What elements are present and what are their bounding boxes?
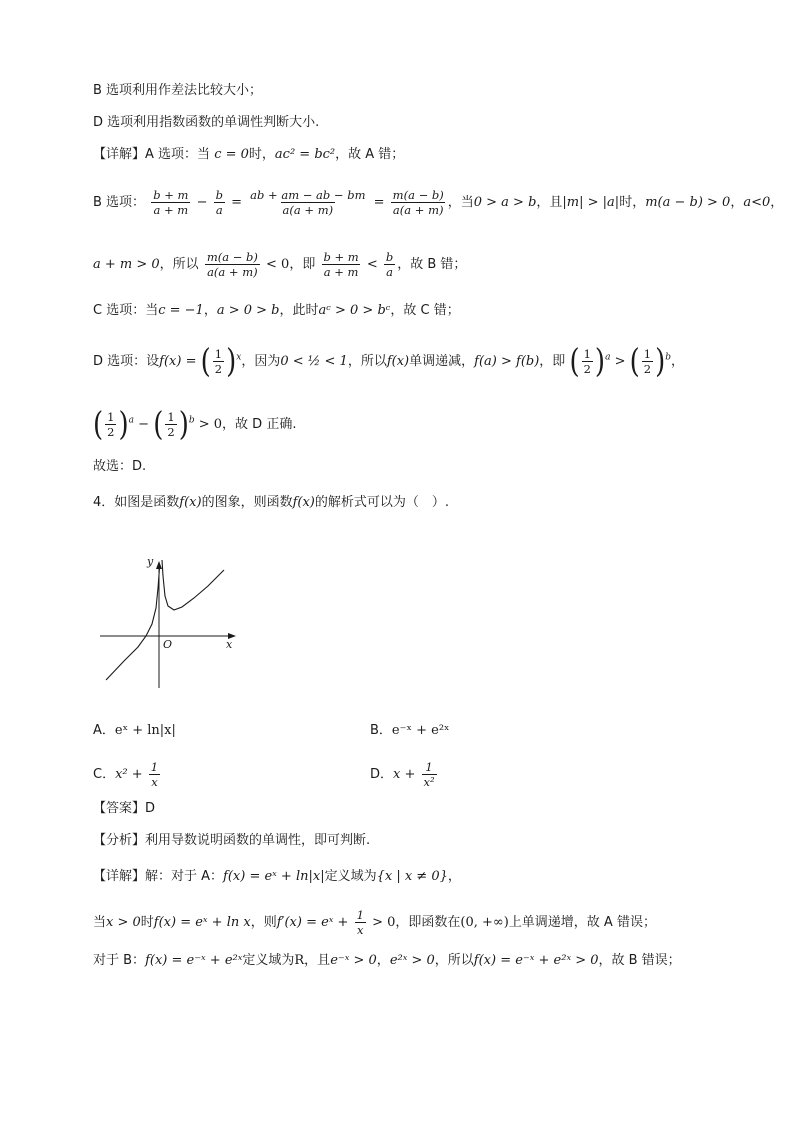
paren: ( — [569, 342, 580, 381]
text: ，所以 — [347, 354, 387, 369]
text: ，故 B 错； — [397, 257, 467, 272]
text: C 选项：当 — [93, 303, 159, 318]
numerator: b + m — [153, 188, 189, 202]
text-line — [93, 908, 656, 937]
denominator: a(a + m) — [282, 203, 334, 217]
text: 当 — [93, 915, 107, 930]
numerator: 1 — [167, 410, 175, 424]
paren: ( — [93, 405, 104, 444]
text: 单调递减， — [409, 354, 475, 369]
text: 对于 B： — [93, 953, 146, 968]
function-curve — [106, 560, 224, 680]
numerator: b + m — [323, 250, 359, 264]
text: B 选项： — [93, 195, 146, 210]
text: ， — [203, 303, 217, 318]
option-d — [370, 760, 439, 789]
text: ， — [447, 869, 461, 884]
detail-tag: 【详解】 — [93, 869, 146, 884]
text: 上单调递增，故 A 错误； — [508, 915, 656, 930]
text-line — [93, 342, 685, 381]
denominator: a — [386, 265, 393, 279]
text: 的解析式可以为（ ）. — [314, 495, 450, 510]
y-axis-label: y — [147, 555, 154, 568]
fraction — [151, 188, 190, 217]
text: 时 — [140, 915, 154, 930]
detail-tag: 【详解】 — [93, 147, 146, 162]
numerator: 1 — [643, 347, 652, 361]
exponent: a — [128, 415, 135, 426]
text: D 选项：设 — [93, 354, 160, 369]
math: f(x) — [292, 495, 315, 510]
fraction — [391, 188, 446, 217]
paren: ( — [200, 342, 211, 381]
math: x > 0 — [106, 915, 141, 930]
y-axis-arrow-icon — [156, 561, 162, 569]
math: a > 0 > b — [216, 303, 280, 318]
text: ，即 — [539, 354, 566, 369]
math: m(a − b) > 0 — [645, 195, 731, 210]
x-axis-label: x — [226, 638, 233, 651]
paren: ) — [226, 342, 237, 381]
text: 定义域为 — [242, 953, 295, 968]
text: ，故 A 错； — [335, 147, 405, 162]
math: c = 0 — [214, 147, 249, 162]
math: f(x) = eˣ + ln|x| — [223, 869, 325, 884]
paren: ) — [178, 405, 189, 444]
option-label: A． — [93, 723, 115, 738]
denominator: a + m — [153, 203, 189, 217]
text: ， — [730, 195, 744, 210]
fraction — [248, 188, 367, 217]
numerator: 1 — [107, 410, 115, 424]
math: f(x) = e⁻ˣ + e²ˣ — [145, 953, 243, 968]
denominator: x — [151, 775, 158, 789]
math: − — [196, 195, 208, 210]
math: = — [373, 195, 385, 210]
math: (0, +∞) — [460, 915, 509, 930]
numerator: m(a − b) — [392, 188, 444, 202]
text: A 选项：当 — [145, 147, 211, 162]
fraction — [105, 410, 116, 439]
fraction — [205, 250, 260, 279]
fraction — [165, 410, 176, 439]
text: ，所以 — [434, 953, 474, 968]
denominator: 2 — [214, 362, 223, 376]
answer: 【答案】D — [93, 801, 156, 816]
text-line — [93, 405, 297, 444]
text: ，且 — [304, 953, 331, 968]
fraction — [582, 347, 593, 376]
numerator: 1 — [214, 347, 223, 361]
option-expr: eˣ + ln|x| — [114, 723, 176, 738]
text: 定义域为 — [324, 869, 377, 884]
exponent: x — [236, 352, 242, 363]
text: 解：对于 A： — [145, 869, 224, 884]
option-b — [370, 722, 450, 740]
denominator: a(a + m) — [207, 265, 258, 279]
paren: ( — [153, 405, 164, 444]
math: {x | x ≠ 0} — [376, 869, 448, 884]
text: ，因为 — [241, 354, 281, 369]
text-line — [93, 302, 460, 320]
text: ，故 D 正确. — [222, 417, 297, 432]
numerator: b — [385, 250, 394, 264]
math: c = −1 — [158, 303, 204, 318]
math: aᶜ > 0 > bᶜ — [318, 303, 391, 318]
math: e²ˣ > 0 — [389, 953, 435, 968]
text-line: D 选项利用指数函数的单调性判断大小. — [93, 115, 320, 130]
question-4 — [93, 494, 449, 512]
paren: ) — [118, 405, 129, 444]
paren: ) — [594, 342, 606, 381]
numerator: 1 — [356, 908, 364, 922]
text: ，此时 — [279, 303, 319, 318]
paren: ) — [655, 342, 666, 381]
numerator: 1 — [583, 347, 591, 361]
text: 时， — [619, 195, 646, 210]
text: ，当 — [447, 195, 474, 210]
option-c — [93, 760, 162, 789]
denominator: a + m — [323, 265, 359, 279]
numerator: ab + am − ab − bm — [250, 188, 366, 202]
math: − — [138, 417, 150, 432]
text-line: 故选：D. — [93, 459, 147, 474]
text: 利用导数说明函数的单调性，即可判断. — [145, 833, 371, 848]
text: ，故 B 错误； — [598, 953, 681, 968]
option-label: C． — [93, 767, 116, 782]
text: ，所以 — [159, 257, 199, 272]
text-line: B 选项利用作差法比较大小； — [93, 83, 263, 98]
option-a — [93, 722, 176, 740]
fraction — [214, 188, 225, 217]
math: > 0 — [198, 417, 223, 432]
math: R — [294, 953, 305, 968]
math: 0 < ½ < 1 — [280, 354, 348, 369]
math: f(x) = — [159, 354, 197, 369]
numerator: b — [215, 188, 223, 202]
denominator: 2 — [167, 425, 175, 439]
fraction — [355, 908, 366, 937]
denominator: 2 — [643, 362, 652, 376]
analysis-tag: 【分析】 — [93, 833, 146, 848]
math: = — [231, 195, 243, 210]
math: > 0 — [372, 915, 396, 930]
fraction — [149, 760, 160, 789]
text: ，且 — [536, 195, 563, 210]
text: ，则 — [250, 915, 277, 930]
math: 0 > a > b — [473, 195, 537, 210]
fraction — [422, 760, 437, 789]
math: |m| > |a| — [562, 195, 620, 210]
exponent: a — [605, 352, 611, 363]
text-line — [93, 188, 783, 217]
denominator: 2 — [583, 362, 591, 376]
text: ， — [770, 195, 784, 210]
origin-label: O — [163, 638, 173, 651]
function-graph — [96, 548, 246, 693]
text-line — [93, 868, 461, 886]
option-expr: x² + — [115, 767, 143, 782]
text: ， — [671, 354, 685, 369]
exponent: b — [188, 415, 195, 426]
math: a<0 — [743, 195, 771, 210]
option-expr: e⁻ˣ + e²ˣ — [391, 723, 450, 738]
text: 的图象，则函数 — [201, 495, 293, 510]
math: ac² = bc² — [274, 147, 336, 162]
math: f(x) = e⁻ˣ + e²ˣ > 0 — [473, 953, 599, 968]
math: e⁻ˣ > 0 — [330, 953, 377, 968]
fraction — [642, 347, 653, 376]
text: ，即函数在 — [395, 915, 461, 930]
numerator: 1 — [150, 760, 159, 774]
text: 时， — [248, 147, 275, 162]
denominator: x² — [423, 775, 435, 789]
math: f′(x) = eˣ + — [276, 915, 349, 930]
math: > — [614, 354, 626, 369]
math: f(x) — [386, 354, 410, 369]
math: f(x) = eˣ + ln x — [153, 915, 251, 930]
denominator: a — [215, 203, 223, 217]
text-line — [93, 146, 404, 164]
numerator: m(a − b) — [206, 250, 258, 264]
text: ， — [376, 953, 390, 968]
analysis — [93, 832, 370, 850]
math: f(a) > f(b) — [474, 354, 540, 369]
text-line — [93, 952, 681, 970]
fraction — [213, 347, 224, 376]
fraction — [384, 250, 395, 279]
exponent: b — [665, 352, 672, 363]
paren: ( — [629, 342, 640, 381]
text: 4．如图是函数 — [93, 495, 180, 510]
text: ，即 — [289, 257, 316, 272]
math: < 0 — [266, 257, 290, 272]
option-label: B． — [370, 723, 392, 738]
denominator: a(a + m) — [392, 203, 444, 217]
text-line — [93, 250, 466, 279]
fraction — [321, 250, 360, 279]
option-expr: x + — [393, 767, 416, 782]
denominator: 2 — [107, 425, 115, 439]
option-label: D． — [370, 767, 394, 782]
math: a + m > 0 — [93, 257, 160, 272]
text: ，故 C 错； — [390, 303, 460, 318]
denominator: x — [357, 923, 364, 937]
math: f(x) — [179, 495, 202, 510]
numerator: 1 — [425, 760, 433, 774]
math: < — [366, 257, 378, 272]
